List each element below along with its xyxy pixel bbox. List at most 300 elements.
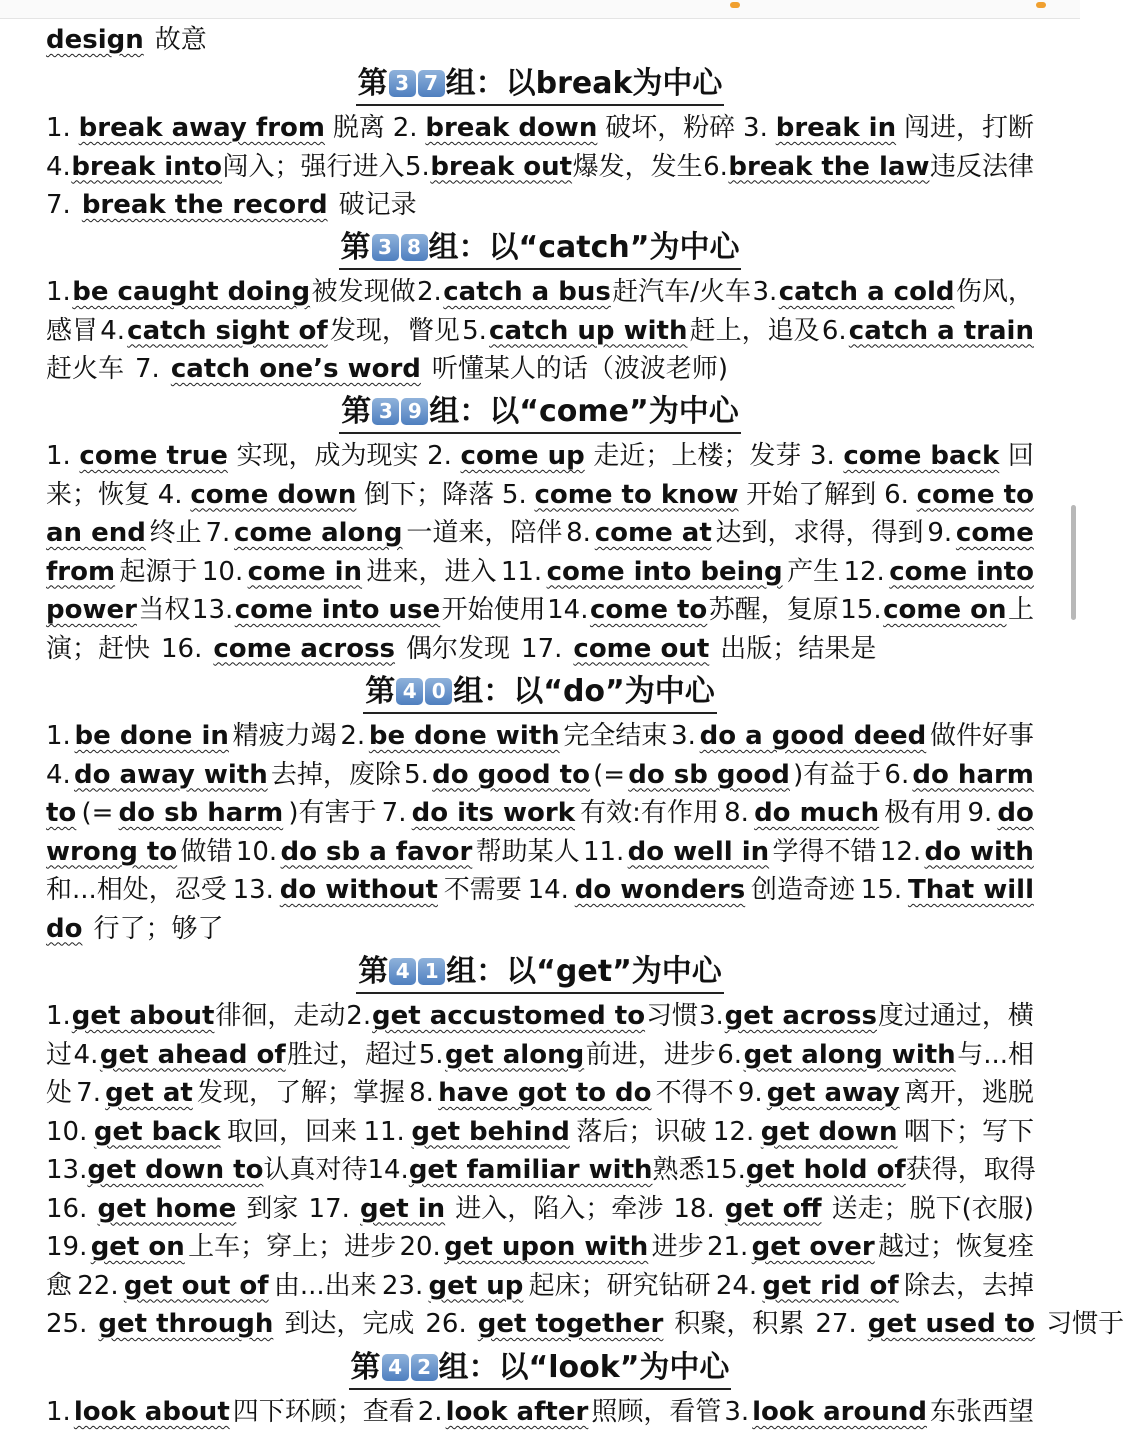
item-number: 17. — [521, 633, 563, 664]
digit-keycap-icon: 4 — [396, 678, 423, 705]
item-number: 2. — [392, 113, 418, 143]
item-number: 13. — [232, 875, 274, 905]
phrase-english: be caught doing — [72, 277, 311, 307]
phrase-meaning: 愈 — [46, 1270, 73, 1301]
digit-keycap-icon: 1 — [418, 958, 445, 985]
phrase-meaning: 实现，成为现实 — [236, 441, 419, 471]
phrase-meaning: 越过；恢复痊 — [877, 1232, 1034, 1262]
phrase-meaning: 出版；结果是 — [720, 633, 877, 664]
phrase-meaning: 有效:有作用 — [580, 798, 719, 828]
phrase-english: get ahead of — [99, 1039, 286, 1070]
item-number: 10. — [46, 1116, 88, 1147]
item-number: 2. — [417, 1397, 443, 1427]
item-number: 12. — [712, 1116, 755, 1147]
text-line — [46, 1036, 1034, 1075]
digit-keycap-icon: 0 — [425, 678, 452, 705]
item-number: 3. — [743, 113, 768, 143]
item-number: 6. — [703, 151, 728, 182]
item-number: 6. — [821, 315, 847, 346]
item-number: 17. — [308, 1193, 350, 1224]
phrase-meaning: 感冒 — [46, 315, 99, 346]
phrase-english: break down — [425, 113, 598, 143]
phrase-meaning: 起床；研究钻研 — [528, 1270, 711, 1301]
item-number: 11. — [363, 1116, 405, 1147]
item-number: 2. — [417, 277, 442, 307]
phrase-meaning: 倒下；降落 — [364, 479, 495, 510]
phrase-meaning: 破记录 — [338, 190, 417, 220]
item-number: 4. — [46, 151, 71, 182]
text-line — [46, 350, 1034, 389]
phrase-english: get off — [724, 1193, 822, 1224]
phrase-meaning: 做件好事 — [929, 721, 1034, 751]
phrase-english: get across — [724, 1001, 877, 1031]
phrase-english: come in — [247, 556, 363, 587]
digit-keycap-icon: 4 — [382, 1354, 409, 1381]
item-number: 9. — [737, 1078, 763, 1108]
phrase-english: do harm — [912, 759, 1034, 790]
phrase-meaning: 闯入；强行进入 — [222, 151, 405, 182]
phrase-meaning: 进来，进入 — [366, 556, 497, 587]
phrase-english: do — [997, 798, 1034, 828]
item-number: 6. — [717, 1039, 743, 1070]
phrase-meaning: 四下环顾；查看 — [232, 1397, 415, 1427]
text-line — [46, 1393, 1034, 1432]
phrase-meaning: 完全结束 — [563, 721, 668, 751]
item-number: 14. — [367, 1155, 409, 1185]
section-heading — [46, 62, 1034, 106]
phrase-english: do well in — [627, 836, 770, 867]
phrase-english: get up — [428, 1270, 524, 1301]
item-number: 2. — [346, 1001, 372, 1031]
section-heading-text — [363, 672, 717, 714]
phrase-english: come up — [460, 441, 585, 471]
section-heading-text — [356, 64, 725, 106]
phrase-meaning: 行了；够了 — [93, 913, 224, 944]
item-number: 25. — [46, 1309, 88, 1339]
item-number: 1. — [46, 113, 71, 143]
phrase-english: get upon with — [444, 1232, 649, 1262]
phrase-english: do away with — [74, 759, 268, 790]
item-number: 16. — [46, 1193, 88, 1224]
phrase-meaning: 习惯于 — [1046, 1309, 1124, 1339]
phrase-meaning: 达到，求得，得到 — [715, 518, 924, 548]
phrase-english: come into use — [234, 595, 441, 625]
text-line — [46, 273, 1034, 312]
item-number: (= — [593, 759, 626, 790]
digit-keycap-icon: 3 — [372, 234, 399, 261]
section-heading — [46, 390, 1034, 434]
item-number: 23. — [381, 1270, 424, 1301]
phrase-meaning: 认真对待 — [263, 1155, 368, 1185]
phrase-english: get home — [97, 1193, 237, 1224]
item-number: 5. — [405, 151, 430, 182]
phrase-english: get in — [360, 1193, 446, 1224]
phrase-english: do sb good — [628, 759, 790, 790]
toolbar-indicator-icon — [730, 2, 740, 8]
phrase-meaning: 和...相处，忍受 — [46, 875, 227, 905]
phrase-english: break into — [71, 151, 222, 182]
phrase-english: get at — [105, 1078, 193, 1108]
text-line — [46, 910, 1034, 949]
phrase-meaning: )有益于 — [793, 759, 882, 790]
phrase-english: come to — [589, 595, 708, 625]
text-line — [46, 186, 1034, 225]
phrase-english: come down — [190, 479, 357, 510]
section-heading-text — [349, 1348, 732, 1390]
item-number: 14. — [547, 595, 589, 625]
phrase-meaning: 获得，取得 — [905, 1155, 1036, 1185]
item-number: 12. — [879, 836, 922, 867]
item-number: 15. — [860, 875, 903, 905]
item-number: 13. — [191, 595, 234, 625]
text-line — [46, 109, 1034, 148]
text-line — [46, 514, 1034, 553]
phrase-meaning: 回 — [1007, 441, 1034, 471]
phrase-meaning: 赶火车 — [46, 354, 125, 384]
scrollbar[interactable] — [1071, 505, 1076, 620]
item-number: 3. — [752, 277, 778, 307]
phrase-meaning: 脱离 — [332, 113, 385, 143]
phrase-meaning: 起源于 — [119, 556, 198, 587]
phrase-meaning: 学得不错 — [772, 836, 877, 867]
phrase-meaning: 熟悉 — [652, 1155, 705, 1185]
phrase-meaning: 赶汽车/火车 — [612, 277, 752, 307]
item-number: 4. — [100, 315, 125, 346]
phrase-english: look after — [445, 1397, 589, 1427]
phrase-meaning: 发现，瞥见 — [329, 315, 460, 346]
phrase-meaning: 徘徊，走动 — [215, 1001, 346, 1031]
phrase-meaning: 离开，逃脱 — [903, 1078, 1034, 1108]
phrase-english: come at — [594, 518, 712, 548]
text-line — [46, 717, 1034, 756]
phrase-english: have got to do — [438, 1078, 652, 1108]
item-number: 3. — [724, 1397, 750, 1427]
phrase-meaning: 闯进，打断 — [903, 113, 1034, 143]
phrase-english: get accustomed to — [372, 1001, 646, 1031]
item-number: 9. — [927, 518, 953, 548]
phrase-english: do with — [924, 836, 1034, 867]
phrase-english: do its work — [411, 798, 576, 828]
phrase-english: get about — [71, 1001, 215, 1031]
item-number: 2. — [427, 441, 452, 471]
text-line — [46, 1151, 1034, 1190]
item-number: 19. — [46, 1232, 88, 1262]
heading-prefix: 第 — [358, 954, 389, 989]
phrase-meaning: 违反法律 — [929, 151, 1034, 182]
phrase-english: get down to — [87, 1155, 264, 1185]
heading-title: 组：以“catch”为中心 — [428, 230, 740, 265]
item-number: 12. — [843, 556, 885, 587]
item-number: 18. — [673, 1193, 715, 1224]
item-number: 5. — [404, 759, 429, 790]
phrase-meaning: 创造奇迹 — [750, 875, 855, 905]
phrase-meaning: 发现，了解；掌握 — [196, 1078, 405, 1108]
phrase-meaning: 由...出来 — [273, 1270, 377, 1301]
phrase-english: catch a bus — [443, 277, 611, 307]
phrase-meaning: 开始了解到 — [746, 479, 877, 510]
phrase-meaning: 习惯 — [646, 1001, 699, 1031]
phrase-meaning: 开始使用 — [441, 595, 546, 625]
phrase-english: do good to — [432, 759, 590, 790]
item-number: 1. — [46, 1001, 71, 1031]
phrase-meaning: 极有用 — [884, 798, 963, 828]
item-number: 15. — [840, 595, 882, 625]
phrase-meaning: 上 — [1007, 595, 1034, 625]
item-number: 27. — [815, 1309, 857, 1339]
text-line — [46, 312, 1034, 351]
text-line — [46, 833, 1034, 872]
text-line — [46, 1305, 1124, 1344]
digit-keycap-icon: 2 — [411, 1354, 438, 1381]
phrase-meaning: 与...相 — [957, 1039, 1034, 1070]
phrase-meaning: 产生 — [787, 556, 840, 587]
item-number: 3. — [671, 721, 696, 751]
item-number: 24. — [715, 1270, 758, 1301]
phrase-english: do a good deed — [699, 721, 927, 751]
phrase-english: get hold of — [745, 1155, 906, 1185]
phrase-english: come to — [916, 479, 1034, 510]
phrase-meaning: 去掉，废除 — [270, 759, 401, 790]
app-top-bar — [0, 0, 1080, 19]
heading-prefix: 第 — [350, 1350, 381, 1385]
digit-keycap-icon: 3 — [372, 398, 399, 425]
phrase-english: break away from — [78, 113, 326, 143]
phrase-english: That will — [907, 875, 1034, 905]
item-number: 10. — [201, 556, 244, 587]
phrase-english: get familiar with — [408, 1155, 653, 1185]
text-line — [46, 21, 1034, 60]
phrase-english: get out of — [123, 1270, 269, 1301]
item-number: 8. — [409, 1078, 434, 1108]
phrase-meaning: 走近；上楼；发芽 — [593, 441, 802, 471]
phrase-meaning: 过 — [46, 1039, 73, 1070]
phrase-english: catch up with — [489, 315, 688, 346]
phrase-english: be done in — [74, 721, 229, 751]
text-line — [46, 871, 1034, 910]
digit-keycap-icon: 4 — [389, 958, 416, 985]
item-number: 1. — [46, 441, 71, 471]
phrase-meaning: 爆发，发生 — [572, 151, 703, 182]
item-number: 6. — [884, 479, 909, 510]
phrase-meaning: 精疲力竭 — [232, 721, 337, 751]
phrase-english: do much — [754, 798, 880, 828]
item-number: 2. — [340, 721, 366, 751]
item-number: 11. — [582, 836, 625, 867]
phrase-english: get used to — [867, 1309, 1036, 1339]
toolbar-indicator-icon — [1036, 2, 1046, 8]
phrase-meaning: 落后；识破 — [576, 1116, 707, 1147]
phrase-meaning: 一道来，陪伴 — [406, 518, 563, 548]
phrase-english: to — [46, 798, 77, 828]
text-line — [46, 476, 1034, 515]
heading-prefix: 第 — [341, 394, 372, 429]
phrase-english: get through — [98, 1309, 274, 1339]
phrase-meaning: 终止 — [149, 518, 202, 548]
phrase-english: break the record — [81, 190, 328, 220]
item-number: 4. — [73, 1039, 99, 1070]
phrase-english: do without — [279, 875, 438, 905]
item-number: 7. — [76, 1078, 101, 1108]
phrase-meaning: 来；恢复 — [46, 479, 151, 510]
text-line — [46, 553, 1034, 592]
phrase-meaning: 听懂某人的话（波波老师) — [431, 354, 729, 384]
phrase-english: do sb a favor — [280, 836, 473, 867]
section-heading-text — [356, 952, 724, 994]
phrase-english: come into being — [546, 556, 783, 587]
item-number: 8. — [724, 798, 749, 828]
text-line — [46, 630, 1034, 669]
text-line — [46, 1113, 1034, 1152]
phrase-meaning: 进步 — [651, 1232, 704, 1262]
section-heading-text — [339, 392, 740, 434]
item-number: (= — [81, 798, 114, 828]
section-heading — [46, 950, 1034, 994]
phrase-meaning: 积聚，积累 — [674, 1309, 805, 1339]
phrase-meaning: 送走；脱下(衣服) — [831, 1193, 1034, 1224]
text-line — [46, 1228, 1034, 1267]
phrase-english: an end — [46, 518, 146, 548]
phrase-english: catch a cold — [778, 277, 955, 307]
phrase-english: look about — [73, 1397, 230, 1427]
item-number: 9. — [967, 798, 993, 828]
phrase-english: break out — [430, 151, 573, 182]
phrase-meaning: 破坏，粉碎 — [605, 113, 736, 143]
phrase-english: design — [46, 25, 144, 55]
item-number: 4. — [46, 759, 71, 790]
digit-keycap-icon: 7 — [418, 70, 445, 97]
item-number: 14. — [527, 875, 569, 905]
phrase-english: from — [46, 556, 116, 587]
phrase-english: get rid of — [762, 1270, 899, 1301]
heading-title: 组：以“look”为中心 — [438, 1350, 730, 1385]
phrase-english: be done with — [368, 721, 560, 751]
phrase-english: get down — [760, 1116, 898, 1147]
phrase-meaning: 伤风， — [955, 277, 1034, 307]
item-number: 16. — [161, 633, 203, 664]
item-number: 7. — [46, 190, 71, 220]
item-number: 5. — [501, 479, 527, 510]
item-number: 21. — [706, 1232, 749, 1262]
section-heading — [46, 226, 1034, 270]
phrase-meaning: 赶上，追及 — [689, 315, 820, 346]
section-heading — [46, 670, 1034, 714]
item-number: 15. — [704, 1155, 746, 1185]
phrase-meaning: 胜过，超过 — [287, 1039, 418, 1070]
phrase-meaning: 被发现做 — [311, 277, 416, 307]
digit-keycap-icon: 8 — [401, 234, 428, 261]
heading-prefix: 第 — [357, 66, 388, 101]
text-line — [46, 1074, 1034, 1113]
section-heading-text — [339, 228, 742, 270]
phrase-meaning: 故意 — [154, 25, 207, 55]
item-number: 1. — [46, 277, 71, 307]
phrase-meaning: 照顾，看管 — [591, 1397, 722, 1427]
phrase-english: come to know — [534, 479, 739, 510]
phrase-meaning: 苏醒，复原 — [708, 595, 839, 625]
phrase-meaning: 偶尔发现 — [406, 633, 511, 664]
item-number: 26. — [425, 1309, 467, 1339]
phrase-english: wrong to — [46, 836, 178, 867]
item-number: 20. — [399, 1232, 441, 1262]
text-line — [46, 148, 1034, 187]
item-number: 6. — [884, 759, 910, 790]
heading-prefix: 第 — [365, 674, 396, 709]
text-line — [46, 591, 1034, 630]
item-number: 10. — [235, 836, 278, 867]
phrase-english: break the law — [728, 151, 930, 182]
phrase-meaning: 度过通过，横 — [877, 1001, 1034, 1031]
phrase-meaning: 做错 — [180, 836, 233, 867]
phrase-english: catch sight of — [127, 315, 328, 346]
phrase-meaning: 东张西望 — [929, 1397, 1034, 1427]
phrase-meaning: 除去，去掉 — [903, 1270, 1034, 1301]
phrase-english: get back — [93, 1116, 221, 1147]
item-number: 13. — [46, 1155, 88, 1185]
text-line — [46, 756, 1034, 795]
heading-title: 组：以break为中心 — [445, 66, 723, 101]
phrase-english: do sb harm — [118, 798, 284, 828]
phrase-english: catch a train — [848, 315, 1034, 346]
phrase-english: break in — [775, 113, 897, 143]
phrase-meaning: 取回，回来 — [226, 1116, 357, 1147]
phrase-english: catch one’s word — [170, 354, 421, 384]
item-number: 7. — [205, 518, 231, 548]
heading-title: 组：以“come”为中心 — [429, 394, 739, 429]
item-number: 1. — [46, 1397, 71, 1427]
text-line — [46, 1267, 1034, 1306]
text-line — [46, 437, 1034, 476]
text-line — [46, 997, 1034, 1036]
item-number: 5. — [418, 1039, 444, 1070]
item-number: 3. — [809, 441, 835, 471]
phrase-english: come back — [843, 441, 1000, 471]
heading-title: 组：以“do”为中心 — [453, 674, 715, 709]
phrase-english: get together — [477, 1309, 664, 1339]
phrase-meaning: )有害于 — [288, 798, 377, 828]
phrase-english: get along — [445, 1039, 585, 1070]
item-number: 3. — [698, 1001, 724, 1031]
phrase-english: get on — [90, 1232, 185, 1262]
phrase-english: get along with — [743, 1039, 956, 1070]
item-number: 8. — [566, 518, 591, 548]
item-number: 11. — [500, 556, 543, 587]
text-line — [46, 794, 1034, 833]
phrase-english: get over — [751, 1232, 875, 1262]
phrase-english: come across — [213, 633, 396, 664]
phrase-english: power — [46, 595, 137, 625]
phrase-english: do — [46, 913, 83, 944]
phrase-meaning: 咽下；写下 — [903, 1116, 1034, 1147]
phrase-meaning: 上车；穿上；进步 — [188, 1232, 397, 1262]
phrase-english: come on — [883, 595, 1007, 625]
phrase-english: get behind — [411, 1116, 570, 1147]
item-number: 4. — [157, 479, 183, 510]
text-line — [46, 1190, 1034, 1229]
section-heading — [46, 1346, 1034, 1390]
digit-keycap-icon: 9 — [401, 398, 428, 425]
item-number: 5. — [462, 315, 487, 346]
phrase-english: do wonders — [574, 875, 746, 905]
phrase-english: get away — [766, 1078, 900, 1108]
phrase-english: come out — [573, 633, 710, 664]
phrase-meaning: 到达，完成 — [284, 1309, 415, 1339]
phrase-english: come — [955, 518, 1034, 548]
item-number: 22. — [77, 1270, 119, 1301]
phrase-meaning: 到家 — [246, 1193, 299, 1224]
phrase-meaning: 处 — [46, 1078, 73, 1108]
phrase-english: come true — [79, 441, 228, 471]
item-number: 1. — [46, 721, 71, 751]
